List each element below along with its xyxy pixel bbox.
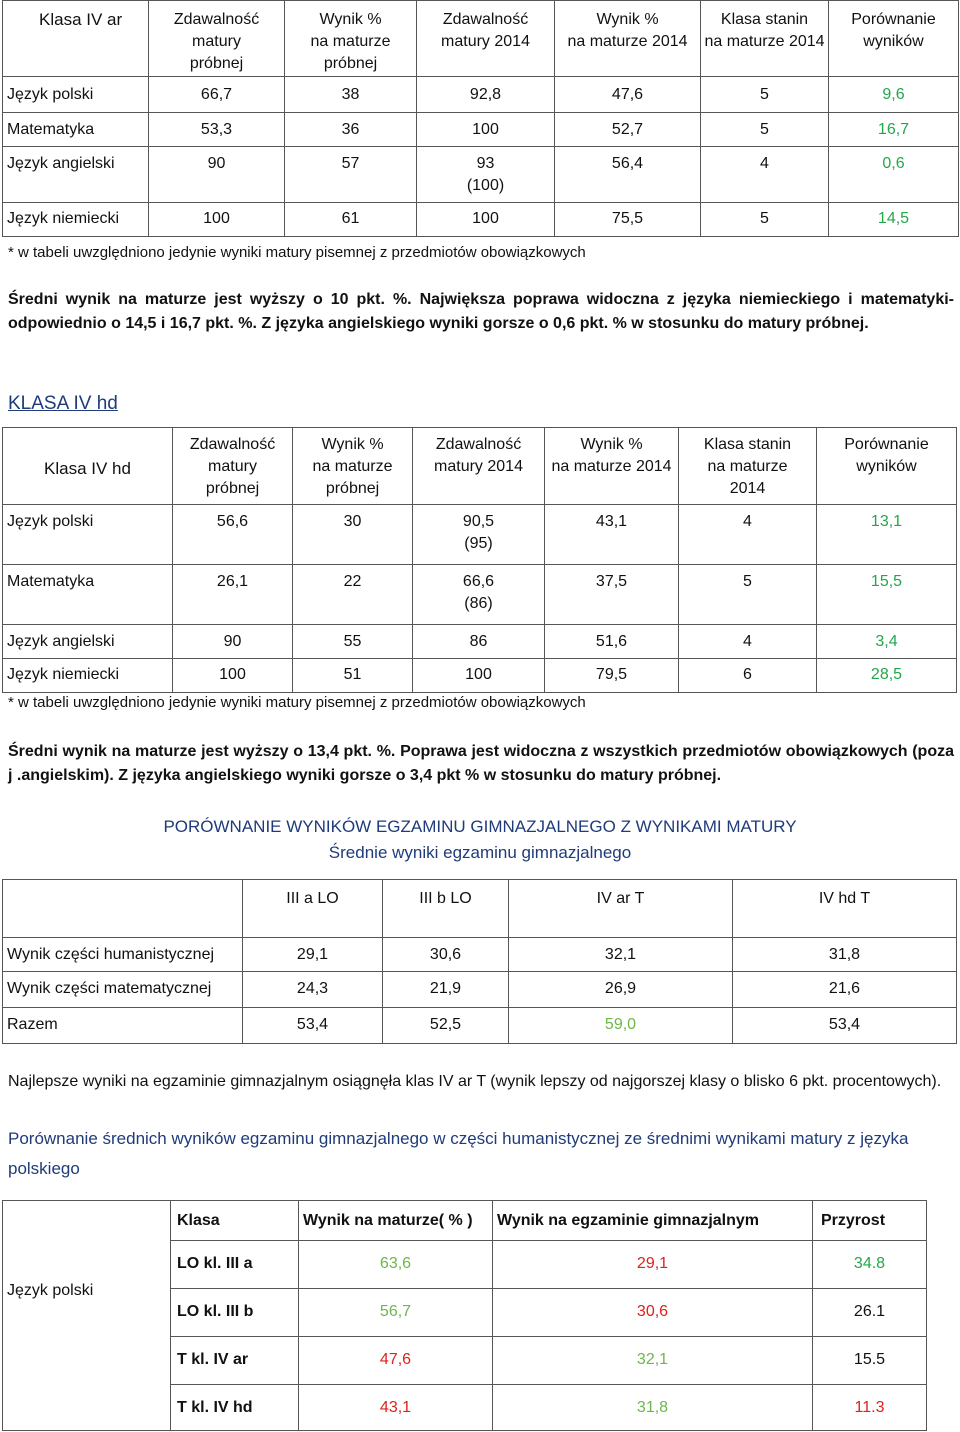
value-cell: 30,6 <box>493 1289 813 1337</box>
value-cell: 47,6 <box>555 77 701 113</box>
table-row <box>3 972 957 1008</box>
value-cell: 57 <box>285 147 417 203</box>
value-cell: 56,6 <box>173 505 293 565</box>
subject-cell: Matematyka <box>3 565 173 625</box>
value-cell: 30 <box>293 505 413 565</box>
increase-cell: 34.8 <box>813 1241 927 1289</box>
row-label-cell: Wynik części humanistycznej <box>3 938 243 972</box>
value-cell: 66,7 <box>149 77 285 113</box>
value-cell: 5 <box>679 565 817 625</box>
section-title: PORÓWNANIE WYNIKÓW EGZAMINU GIMNAZJALNEGO Z WYNIKAMI MATURY <box>163 817 797 836</box>
conclusion-paragraph: Najlepsze wyniki na egzaminie gimnazjalnym osiągnęła klas IV ar T (wynik lepszy od najgorszej klasy o blisko 6 pkt. procentowych). <box>8 1073 942 1090</box>
subject-cell: Język polski <box>3 1201 171 1431</box>
value-cell: 4 <box>679 625 817 659</box>
header-cell: III b LO <box>383 880 509 938</box>
value-cell: 21,6 <box>733 972 957 1008</box>
header-cell: Zdawalność matury 2014 <box>413 428 545 505</box>
table-gimnazjum <box>2 879 957 1044</box>
value-cell: 29,1 <box>243 938 383 972</box>
header-cell: Wynik na egzaminie gimnazjalnym <box>493 1201 813 1241</box>
table-polish-comparison <box>2 1200 927 1431</box>
class-cell: T kl. IV hd <box>171 1385 299 1431</box>
subject-cell: Język angielski <box>3 147 149 203</box>
value-cell: 38 <box>285 77 417 113</box>
class-cell: T kl. IV ar <box>171 1337 299 1385</box>
header-cell: Klasa stanin na maturze 2014 <box>701 1 829 77</box>
value-cell: 32,1 <box>493 1337 813 1385</box>
table-row <box>3 203 959 237</box>
value-cell: 31,8 <box>493 1385 813 1431</box>
header-cell: Zdawalność matury próbnej <box>149 1 285 77</box>
class-cell: LO kl. III a <box>171 1241 299 1289</box>
table-row <box>3 77 959 113</box>
header-cell: III a LO <box>243 880 383 938</box>
value-cell: 4 <box>679 505 817 565</box>
table-row <box>3 625 957 659</box>
header-cell: Przyrost <box>813 1201 927 1241</box>
table-row <box>3 1008 957 1044</box>
subject-cell: Język polski <box>3 505 173 565</box>
header-cell: Wynik % na maturze próbnej <box>293 428 413 505</box>
value-cell: 90 <box>149 147 285 203</box>
header-cell: IV hd T <box>733 880 957 938</box>
header-cell: Porównanie wyników <box>829 1 959 77</box>
value-cell: 32,1 <box>509 938 733 972</box>
table-note: * w tabeli uwzględniono jedynie wyniki matury pisemnej z przedmiotów obowiązkowych <box>8 694 586 711</box>
table-row <box>3 659 957 693</box>
value-cell: 43,1 <box>545 505 679 565</box>
value-cell: 6 <box>679 659 817 693</box>
table-header-row <box>3 880 957 938</box>
value-cell: 26,9 <box>509 972 733 1008</box>
value-cell: 93 (100) <box>417 147 555 203</box>
value-cell: 100 <box>173 659 293 693</box>
value-cell: 63,6 <box>299 1241 493 1289</box>
header-cell: IV ar T <box>509 880 733 938</box>
section-subtitle: Średnie wyniki egzaminu gimnazjalnego <box>328 843 632 862</box>
value-cell: 59,0 <box>509 1008 733 1044</box>
value-cell: 5 <box>701 77 829 113</box>
table-row <box>3 113 959 147</box>
value-cell: 30,6 <box>383 938 509 972</box>
summary-paragraph: Średni wynik na maturze jest wyższy o 10 pkt. %. Największa poprawa widoczna z języka niemieckiego i matematyki- odpowiednio o 14,5 i 16,7 pkt. %. Z języka angielskiego wyniki gorsze o 0,6 pkt. % w stosunku do matury próbnej. <box>8 291 954 332</box>
subject-cell: Język angielski <box>3 625 173 659</box>
header-cell: Wynik % na maturze próbnej <box>285 1 417 77</box>
value-cell: 90 <box>173 625 293 659</box>
header-cell: Klasa stanin na maturze 2014 <box>679 428 817 505</box>
value-cell: 22 <box>293 565 413 625</box>
value-cell: 21,9 <box>383 972 509 1008</box>
table-row <box>3 147 959 203</box>
header-cell: Wynik % na maturze 2014 <box>555 1 701 77</box>
header-cell: Zdawalność matury 2014 <box>417 1 555 77</box>
comparison-cell: 14,5 <box>829 203 959 237</box>
value-cell: 26,1 <box>173 565 293 625</box>
value-cell: 31,8 <box>733 938 957 972</box>
value-cell: 51 <box>293 659 413 693</box>
value-cell: 56,4 <box>555 147 701 203</box>
section-title: KLASA IV hd <box>8 393 118 414</box>
comparison-cell: 9,6 <box>829 77 959 113</box>
header-cell: Klasa IV hd <box>3 428 173 505</box>
table-header-row <box>3 428 957 505</box>
value-cell: 5 <box>701 203 829 237</box>
class-cell: LO kl. III b <box>171 1289 299 1337</box>
value-cell: 52,7 <box>555 113 701 147</box>
value-cell: 29,1 <box>493 1241 813 1289</box>
value-cell: 100 <box>417 203 555 237</box>
increase-cell: 26.1 <box>813 1289 927 1337</box>
value-cell: 53,4 <box>243 1008 383 1044</box>
table-klasa-iv-hd <box>2 427 957 693</box>
header-cell <box>3 880 243 938</box>
value-cell: 61 <box>285 203 417 237</box>
value-cell: 92,8 <box>417 77 555 113</box>
table-note: * w tabeli uwzględniono jedynie wyniki matury pisemnej z przedmiotów obowiązkowych <box>8 244 586 261</box>
table-row <box>3 505 957 565</box>
comparison-cell: 3,4 <box>817 625 957 659</box>
value-cell: 86 <box>413 625 545 659</box>
header-cell: Porównanie wyników <box>817 428 957 505</box>
row-label-cell: Wynik części matematycznej <box>3 972 243 1008</box>
value-cell: 53,3 <box>149 113 285 147</box>
header-cell: Zdawalność matury próbnej <box>173 428 293 505</box>
value-cell: 66,6 (86) <box>413 565 545 625</box>
comparison-cell: 13,1 <box>817 505 957 565</box>
value-cell: 36 <box>285 113 417 147</box>
value-cell: 100 <box>417 113 555 147</box>
value-cell: 47,6 <box>299 1337 493 1385</box>
row-label-cell: Razem <box>3 1008 243 1044</box>
value-cell: 53,4 <box>733 1008 957 1044</box>
value-cell: 4 <box>701 147 829 203</box>
value-cell: 100 <box>413 659 545 693</box>
value-cell: 24,3 <box>243 972 383 1008</box>
comparison-cell: 15,5 <box>817 565 957 625</box>
value-cell: 79,5 <box>545 659 679 693</box>
comparison-cell: 16,7 <box>829 113 959 147</box>
value-cell: 43,1 <box>299 1385 493 1431</box>
value-cell: 37,5 <box>545 565 679 625</box>
value-cell: 75,5 <box>555 203 701 237</box>
value-cell: 5 <box>701 113 829 147</box>
header-cell: Wynik % na maturze 2014 <box>545 428 679 505</box>
comparison-cell: 28,5 <box>817 659 957 693</box>
table-row <box>3 938 957 972</box>
header-cell: Klasa IV ar <box>3 1 149 77</box>
table-klasa-iv-ar <box>2 0 959 237</box>
header-cell: Klasa <box>171 1201 299 1241</box>
comparison-cell: 0,6 <box>829 147 959 203</box>
value-cell: 56,7 <box>299 1289 493 1337</box>
header-cell: Wynik na maturze( % ) <box>299 1201 493 1241</box>
summary-paragraph: Średni wynik na maturze jest wyższy o 13,4 pkt. %. Poprawa jest widoczna z wszystkich przedmiotów obowiązkowych (poza j .angielskim). Z języka angielskiego wyniki gorsze o 3,4 pkt % w stosunku do matury próbnej. <box>8 743 954 784</box>
value-cell: 100 <box>149 203 285 237</box>
table-header-row <box>3 1201 927 1241</box>
comparison-heading: Porównanie średnich wyników egzaminu gimnazjalnego w części humanistycznej ze średnimi wynikami matury z języka polskiego <box>8 1129 909 1178</box>
value-cell: 51,6 <box>545 625 679 659</box>
subject-cell: Matematyka <box>3 113 149 147</box>
increase-cell: 15.5 <box>813 1337 927 1385</box>
subject-cell: Język polski <box>3 77 149 113</box>
table-row <box>3 565 957 625</box>
value-cell: 55 <box>293 625 413 659</box>
subject-cell: Język niemiecki <box>3 203 149 237</box>
value-cell: 90,5 (95) <box>413 505 545 565</box>
value-cell: 52,5 <box>383 1008 509 1044</box>
increase-cell: 11.3 <box>813 1385 927 1431</box>
subject-cell: Język niemiecki <box>3 659 173 693</box>
table-header-row <box>3 1 959 77</box>
